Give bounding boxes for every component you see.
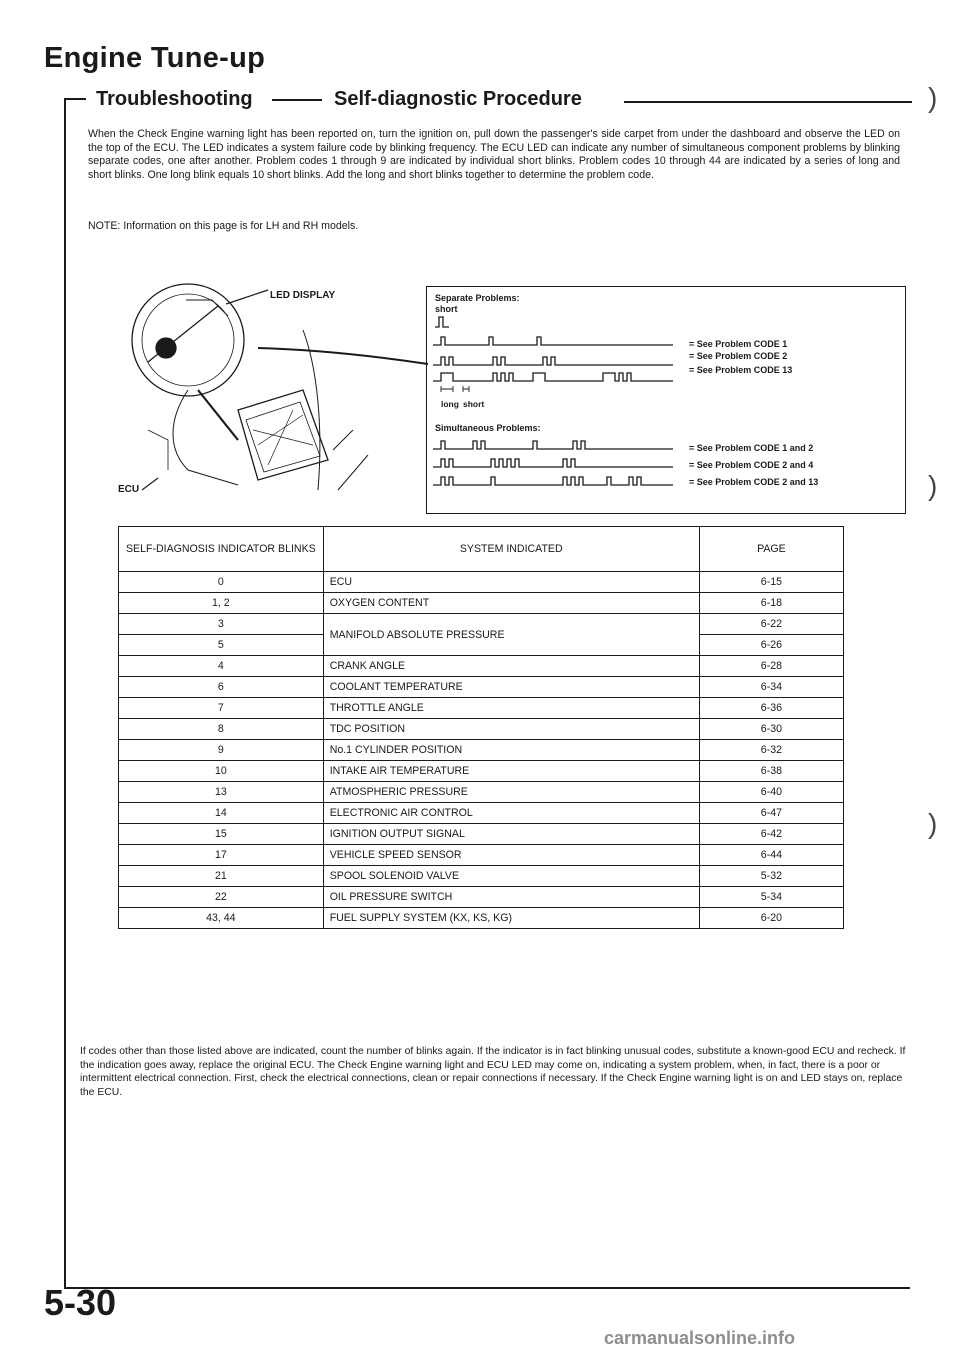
intro-paragraph: When the Check Engine warning light has been reported on, turn the ignition on, pull down the passenger's side carpet from under the dashboard and observe the LED on the top of the ECU. The LED indicates a system failure code by blinking frequency. The ECU LED can indicate any number of simultaneous component problems by blinking separate codes, one after another. Problem codes 1 through 9 are indicated by individual short blinks. Problem codes 10 through 44 are indicated by a series of long and short blinks. One long blink equals 10 short blinks. Add the long and short blinks together to determine the problem code. bbox=[88, 128, 900, 181]
header-blinks: SELF-DIAGNOSIS INDICATOR BLINKS bbox=[119, 527, 324, 572]
cell-blinks: 8 bbox=[119, 719, 324, 740]
cell-system: OIL PRESSURE SWITCH bbox=[323, 887, 699, 908]
footer-paragraph: If codes other than those listed above are indicated, count the number of blinks again. If the indicator is in fact blinking unusual codes, substitute a known-good ECU and recheck. If the indication goes away, replace the original ECU. The Check Engine warning light and ECU LED may come on, indicating a system problem, when, in fact, there is a poor or intermittent electrical connection. First, check the electrical connections, clean or repair connections if necessary. If the Check Engine warning light is on and LED stays on, replace the ECU. bbox=[80, 1046, 906, 1098]
cell-system: OXYGEN CONTENT bbox=[323, 593, 699, 614]
cell-page: 6-22 bbox=[699, 614, 843, 635]
header-system: SYSTEM INDICATED bbox=[323, 527, 699, 572]
table-row bbox=[119, 698, 844, 719]
table-row bbox=[119, 719, 844, 740]
cell-blinks: 1, 2 bbox=[119, 593, 324, 614]
page-number: 5-30 bbox=[44, 1282, 117, 1323]
cell-page: 6-15 bbox=[699, 572, 843, 593]
table-row bbox=[119, 677, 844, 698]
section-rule-right bbox=[624, 101, 912, 103]
cell-blinks: 3 bbox=[119, 614, 324, 635]
cell-blinks: 10 bbox=[119, 761, 324, 782]
table-row bbox=[119, 803, 844, 824]
cell-system: VEHICLE SPEED SENSOR bbox=[323, 845, 699, 866]
separate-code-2: = See Problem CODE 2 bbox=[689, 351, 788, 361]
table-row bbox=[119, 824, 844, 845]
cell-page: 6-38 bbox=[699, 761, 843, 782]
table-row bbox=[119, 887, 844, 908]
table-header-row bbox=[119, 527, 844, 572]
scan-mark-top: ) bbox=[928, 82, 938, 113]
cell-system: THROTTLE ANGLE bbox=[323, 698, 699, 719]
simultaneous-problems-title: Simultaneous Problems: bbox=[435, 423, 541, 433]
cell-blinks: 6 bbox=[119, 677, 324, 698]
section-heading bbox=[96, 88, 253, 111]
cell-page: 6-42 bbox=[699, 824, 843, 845]
cell-blinks: 9 bbox=[119, 740, 324, 761]
watermark: carmanualsonline.info bbox=[604, 1328, 796, 1348]
scan-mark-middle: ) bbox=[928, 470, 938, 501]
header-page: PAGE bbox=[699, 527, 843, 572]
simultaneous-code-2: = See Problem CODE 2 and 4 bbox=[689, 460, 814, 470]
cell-page: 5-34 bbox=[699, 887, 843, 908]
cell-page: 6-47 bbox=[699, 803, 843, 824]
separate-blink-waveforms bbox=[433, 315, 683, 397]
cell-system: SPOOL SOLENOID VALVE bbox=[323, 866, 699, 887]
table-row bbox=[119, 614, 844, 635]
page-left-rule bbox=[64, 98, 66, 1288]
cell-page: 6-26 bbox=[699, 635, 843, 656]
page-bottom-rule bbox=[64, 1287, 910, 1289]
table-row bbox=[119, 908, 844, 929]
cell-system: ELECTRONIC AIR CONTROL bbox=[323, 803, 699, 824]
simultaneous-blink-waveforms bbox=[433, 435, 683, 493]
cell-page: 6-18 bbox=[699, 593, 843, 614]
cell-system: ATMOSPHERIC PRESSURE bbox=[323, 782, 699, 803]
page-title: Engine Tune-up bbox=[44, 42, 266, 74]
cell-system: INTAKE AIR TEMPERATURE bbox=[323, 761, 699, 782]
table-row bbox=[119, 656, 844, 677]
cell-system: FUEL SUPPLY SYSTEM (KX, KS, KG) bbox=[323, 908, 699, 929]
blink-pattern-box bbox=[426, 286, 906, 514]
cell-page: 5-32 bbox=[699, 866, 843, 887]
section-dash bbox=[272, 99, 322, 101]
cell-blinks: 0 bbox=[119, 572, 324, 593]
simultaneous-code-1: = See Problem CODE 1 and 2 bbox=[689, 443, 814, 453]
subsection-title: Self-diagnostic Procedure bbox=[334, 88, 582, 110]
table-row bbox=[119, 866, 844, 887]
cell-blinks: 22 bbox=[119, 887, 324, 908]
separate-code-3: = See Problem CODE 13 bbox=[689, 365, 793, 375]
table-row bbox=[119, 761, 844, 782]
cell-system: MANIFOLD ABSOLUTE PRESSURE bbox=[323, 614, 699, 656]
section-rule-left bbox=[64, 98, 86, 100]
short-label: short bbox=[435, 304, 458, 314]
short-label-2: short bbox=[463, 399, 485, 409]
cell-blinks: 7 bbox=[119, 698, 324, 719]
cell-system: ECU bbox=[323, 572, 699, 593]
cell-system: CRANK ANGLE bbox=[323, 656, 699, 677]
long-label: long bbox=[441, 399, 459, 409]
cell-system: TDC POSITION bbox=[323, 719, 699, 740]
table-row bbox=[119, 782, 844, 803]
cell-blinks: 15 bbox=[119, 824, 324, 845]
cell-blinks: 43, 44 bbox=[119, 908, 324, 929]
cell-page: 6-20 bbox=[699, 908, 843, 929]
cell-page: 6-44 bbox=[699, 845, 843, 866]
cell-system: COOLANT TEMPERATURE bbox=[323, 677, 699, 698]
cell-page: 6-30 bbox=[699, 719, 843, 740]
cell-blinks: 21 bbox=[119, 866, 324, 887]
ecu-led-illustration bbox=[128, 270, 428, 510]
cell-blinks: 17 bbox=[119, 845, 324, 866]
scan-mark-lower: ) bbox=[928, 808, 938, 839]
diagnostic-code-table bbox=[118, 526, 844, 929]
subsection-heading bbox=[334, 88, 582, 111]
cell-system: No.1 CYLINDER POSITION bbox=[323, 740, 699, 761]
cell-page: 6-34 bbox=[699, 677, 843, 698]
table-row bbox=[119, 593, 844, 614]
led-display-label: LED DISPLAY bbox=[270, 290, 336, 301]
cell-system: IGNITION OUTPUT SIGNAL bbox=[323, 824, 699, 845]
cell-blinks: 4 bbox=[119, 656, 324, 677]
cell-blinks: 13 bbox=[119, 782, 324, 803]
intro-note: NOTE: Information on this page is for LH and RH models. bbox=[88, 220, 359, 232]
separate-problems-title: Separate Problems: bbox=[435, 293, 520, 303]
simultaneous-code-3: = See Problem CODE 2 and 13 bbox=[689, 477, 819, 487]
cell-blinks: 14 bbox=[119, 803, 324, 824]
cell-page: 6-36 bbox=[699, 698, 843, 719]
separate-code-1: = See Problem CODE 1 bbox=[689, 339, 788, 349]
cell-page: 6-32 bbox=[699, 740, 843, 761]
cell-blinks: 5 bbox=[119, 635, 324, 656]
table-row bbox=[119, 845, 844, 866]
ecu-label: ECU bbox=[118, 484, 140, 495]
table-row bbox=[119, 572, 844, 593]
table-row bbox=[119, 740, 844, 761]
cell-page: 6-40 bbox=[699, 782, 843, 803]
section-title: Troubleshooting bbox=[96, 88, 253, 110]
cell-page: 6-28 bbox=[699, 656, 843, 677]
